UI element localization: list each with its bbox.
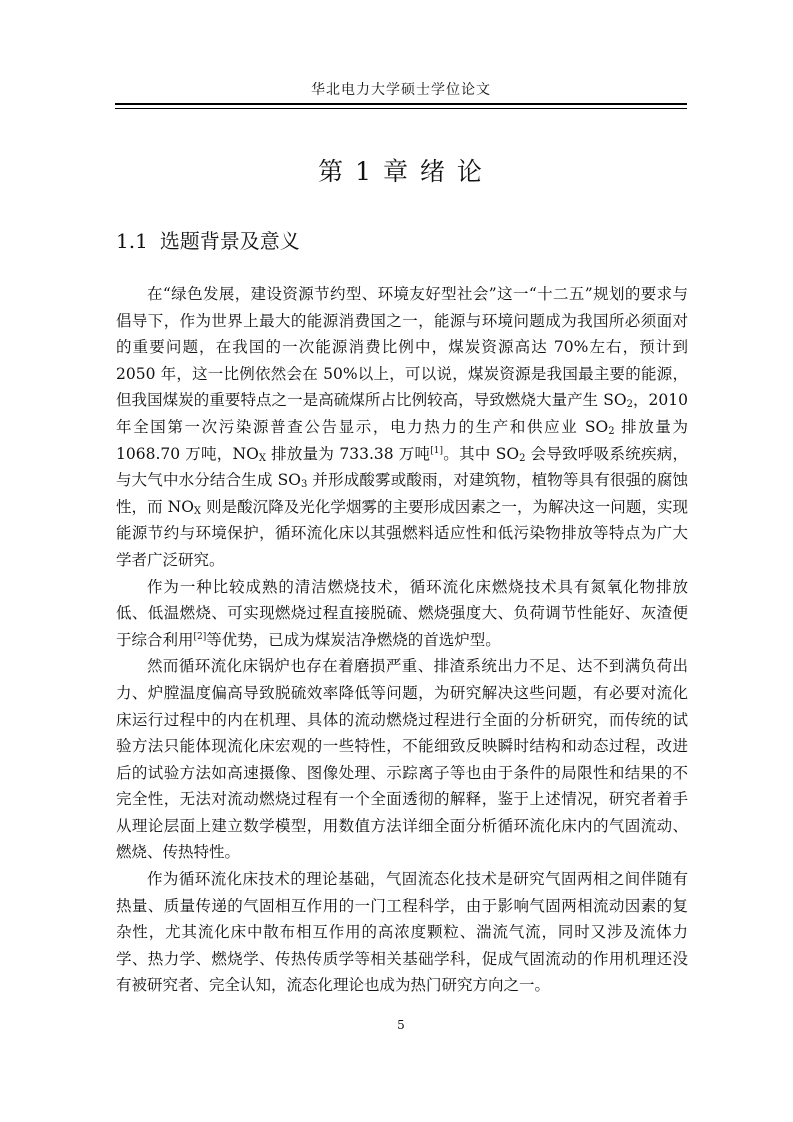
section-title: 选题背景及意义 [159,229,300,253]
p1-text-b: ，2010 年全国第一次污染源普查公告显示，电力热力的生产和供应业 SO [116,391,688,436]
p1-text-f: 会导致呼吸系统疾病，与大气中水分结合生成 SO [116,444,688,490]
p1-sub-a: 2 [626,399,633,411]
p1-text-c: 排放量为 1068.70 万吨，NO [116,417,688,463]
p1-text-d: 排放量为 733.38 万吨 [265,444,431,463]
header-rule-thick [115,103,687,105]
running-header: 华北电力大学硕士学位论文 [311,82,491,98]
p1-sub-b: 2 [608,425,615,437]
p1-text-g: 并形成酸雾或酸雨，对建筑物，植物等具有很强的腐蚀性，而 NO [116,471,688,516]
p1-sub-f: 3 [300,479,308,491]
paragraph-1 [116,281,688,574]
p2-text-b: 等优势，已成为煤炭洁净燃烧的首选炉型。 [206,630,501,649]
paragraph-4: 作为循环流化床技术的理论基础，气固流态化技术是研究气固两相之间伴随有热量、质量传递的气固相互作用的一门工程科学，由于影响气固两相流动因素的复杂性，尤其流化床中散布相互作用的高浓度颗粒、湍流气流，同时又涉及流体力学、热力学、燃烧学、传热传质学等相关基础学科，促成气固流动的作用机理还没有被研究者、完全认知，流态化理论也成为热门研究方向之一。 [116,870,688,995]
p1-sub-g: X [193,505,202,517]
p1-text-h: 则是酸沉降及光化学烟雾的主要形成因素之一，为解决这一问题，实现能源节约与环境保护，循环流化床以其强燃料适应性和低污染物排放等特点为广大学者广泛研究。 [116,497,688,569]
paragraph-2 [116,574,688,654]
body-text [116,281,688,999]
citation-2: [2] [193,631,207,642]
p1-sub-c: X [258,452,266,464]
p2-text-a: 作为一种比较成熟的清洁燃烧技术，循环流化床燃烧技术具有氮氧化物排放低、低温燃烧、可实现燃烧过程直接脱硫、燃烧强度大、负荷调节性能好、灰渣便于综合利用 [116,577,688,649]
page-number: 5 [397,1018,405,1032]
section-number: 1.1 [116,229,148,253]
p1-text-a: 在“绿色发展，建设资源节约型、环境友好型社会”这一“十二五”规划的要求与倡导下，作为世界上最大的能源消费国之一，能源与环境问题成为我国所必须面对的重要问题，在我国的一次能源消费比例中，煤炭资源高达 70%左右，预计到 2050 年，这一比例依然会在 50%以上，可以说，煤炭资源是我国最主要的能源，但我国煤炭的重要特点之一是高硫煤所占比例较高，导致燃烧大量产生 SO [116,285,688,410]
chapter-title: 第 1 章 绪 论 [318,157,484,186]
paragraph-3: 然而循环流化床锅炉也存在着磨损严重、排渣系统出力不足、达不到满负荷出力、炉膛温度偏高导致脱硫效率降低等问题，为研究解决这些问题，有必要对流化床运行过程中的内在机理、具体的流动燃烧过程进行全面的分析研究，而传统的试验方法只能体现流化床宏观的一些特性，不能细致反映瞬时结构和动态过程，改进后的试验方法如高速摄像、图像处理、示踪离子等也由于条件的局限性和结果的不完全性，无法对流动燃烧过程有一个全面透彻的解释，鉴于上述情况，研究者着手从理论层面上建立数学模型，用数值方法详细全面分析循环流化床内的气固流动、燃烧、传热特性。 [116,657,688,862]
header-rule-thin [115,108,687,109]
p1-text-e: 。其中 SO [443,444,520,463]
section-heading [116,225,300,254]
p1-sub-e: 2 [519,452,526,464]
citation-1: [1] [430,445,444,456]
